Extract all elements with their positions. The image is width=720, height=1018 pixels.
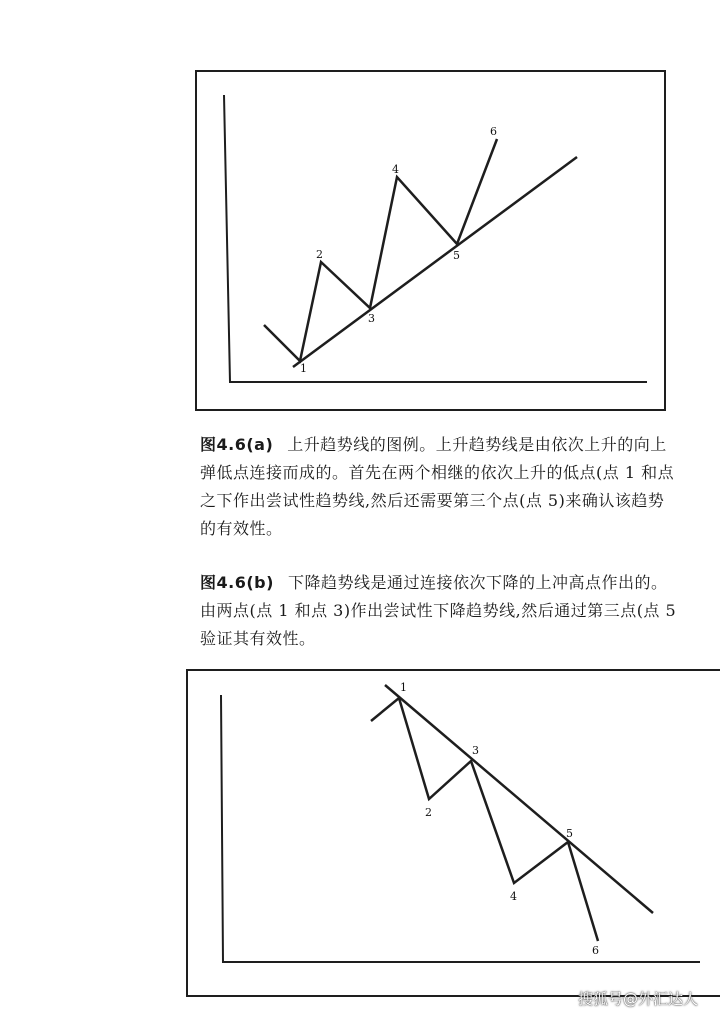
caption-b-line-1: 下降趋势线是通过连接依次下降的上冲高点作出的。	[287, 573, 668, 592]
figure-a-uptrend	[195, 70, 666, 411]
point-label-1: 1	[300, 362, 307, 375]
point-label-4: 4	[510, 890, 517, 903]
point-label-3: 3	[472, 744, 479, 757]
price-path	[371, 698, 598, 941]
axes	[221, 695, 700, 962]
price-path	[264, 139, 497, 361]
caption-b-line-3: 验证其有效性。	[200, 629, 316, 648]
point-label-6: 6	[592, 944, 599, 957]
caption-b	[200, 569, 720, 653]
point-label-1: 1	[400, 681, 407, 694]
caption-b-line-2: 由两点(点 1 和点 3)作出尝试性下降趋势线,然后通过第三点(点 5	[200, 601, 677, 620]
axes	[224, 95, 647, 382]
uptrend-line	[293, 157, 577, 367]
point-label-5: 5	[453, 249, 460, 262]
caption-a-line-4: 的有效性。	[200, 519, 283, 538]
caption-a	[200, 431, 720, 543]
point-label-2: 2	[316, 248, 323, 261]
caption-a-line-2: 弹低点连接而成的。首先在两个相继的依次上升的低点(点 1 和点	[200, 463, 675, 482]
figure-b-diagram	[188, 671, 720, 995]
figure-b-downtrend	[186, 669, 720, 997]
watermark: 搜狐号@外汇达人	[578, 990, 699, 1008]
point-label-3: 3	[368, 312, 375, 325]
caption-b-number: 图4.6(b)	[200, 573, 274, 592]
point-label-5: 5	[566, 827, 573, 840]
caption-a-number: 图4.6(a)	[200, 435, 274, 454]
point-label-4: 4	[392, 163, 399, 176]
figure-a-diagram	[197, 72, 664, 409]
caption-a-line-1: 上升趋势线的图例。上升趋势线是由依次上升的向上	[287, 435, 667, 454]
point-label-2: 2	[425, 806, 432, 819]
point-label-6: 6	[490, 125, 497, 138]
caption-a-line-3: 之下作出尝试性趋势线,然后还需要第三个点(点 5)来确认该趋势	[200, 491, 665, 510]
